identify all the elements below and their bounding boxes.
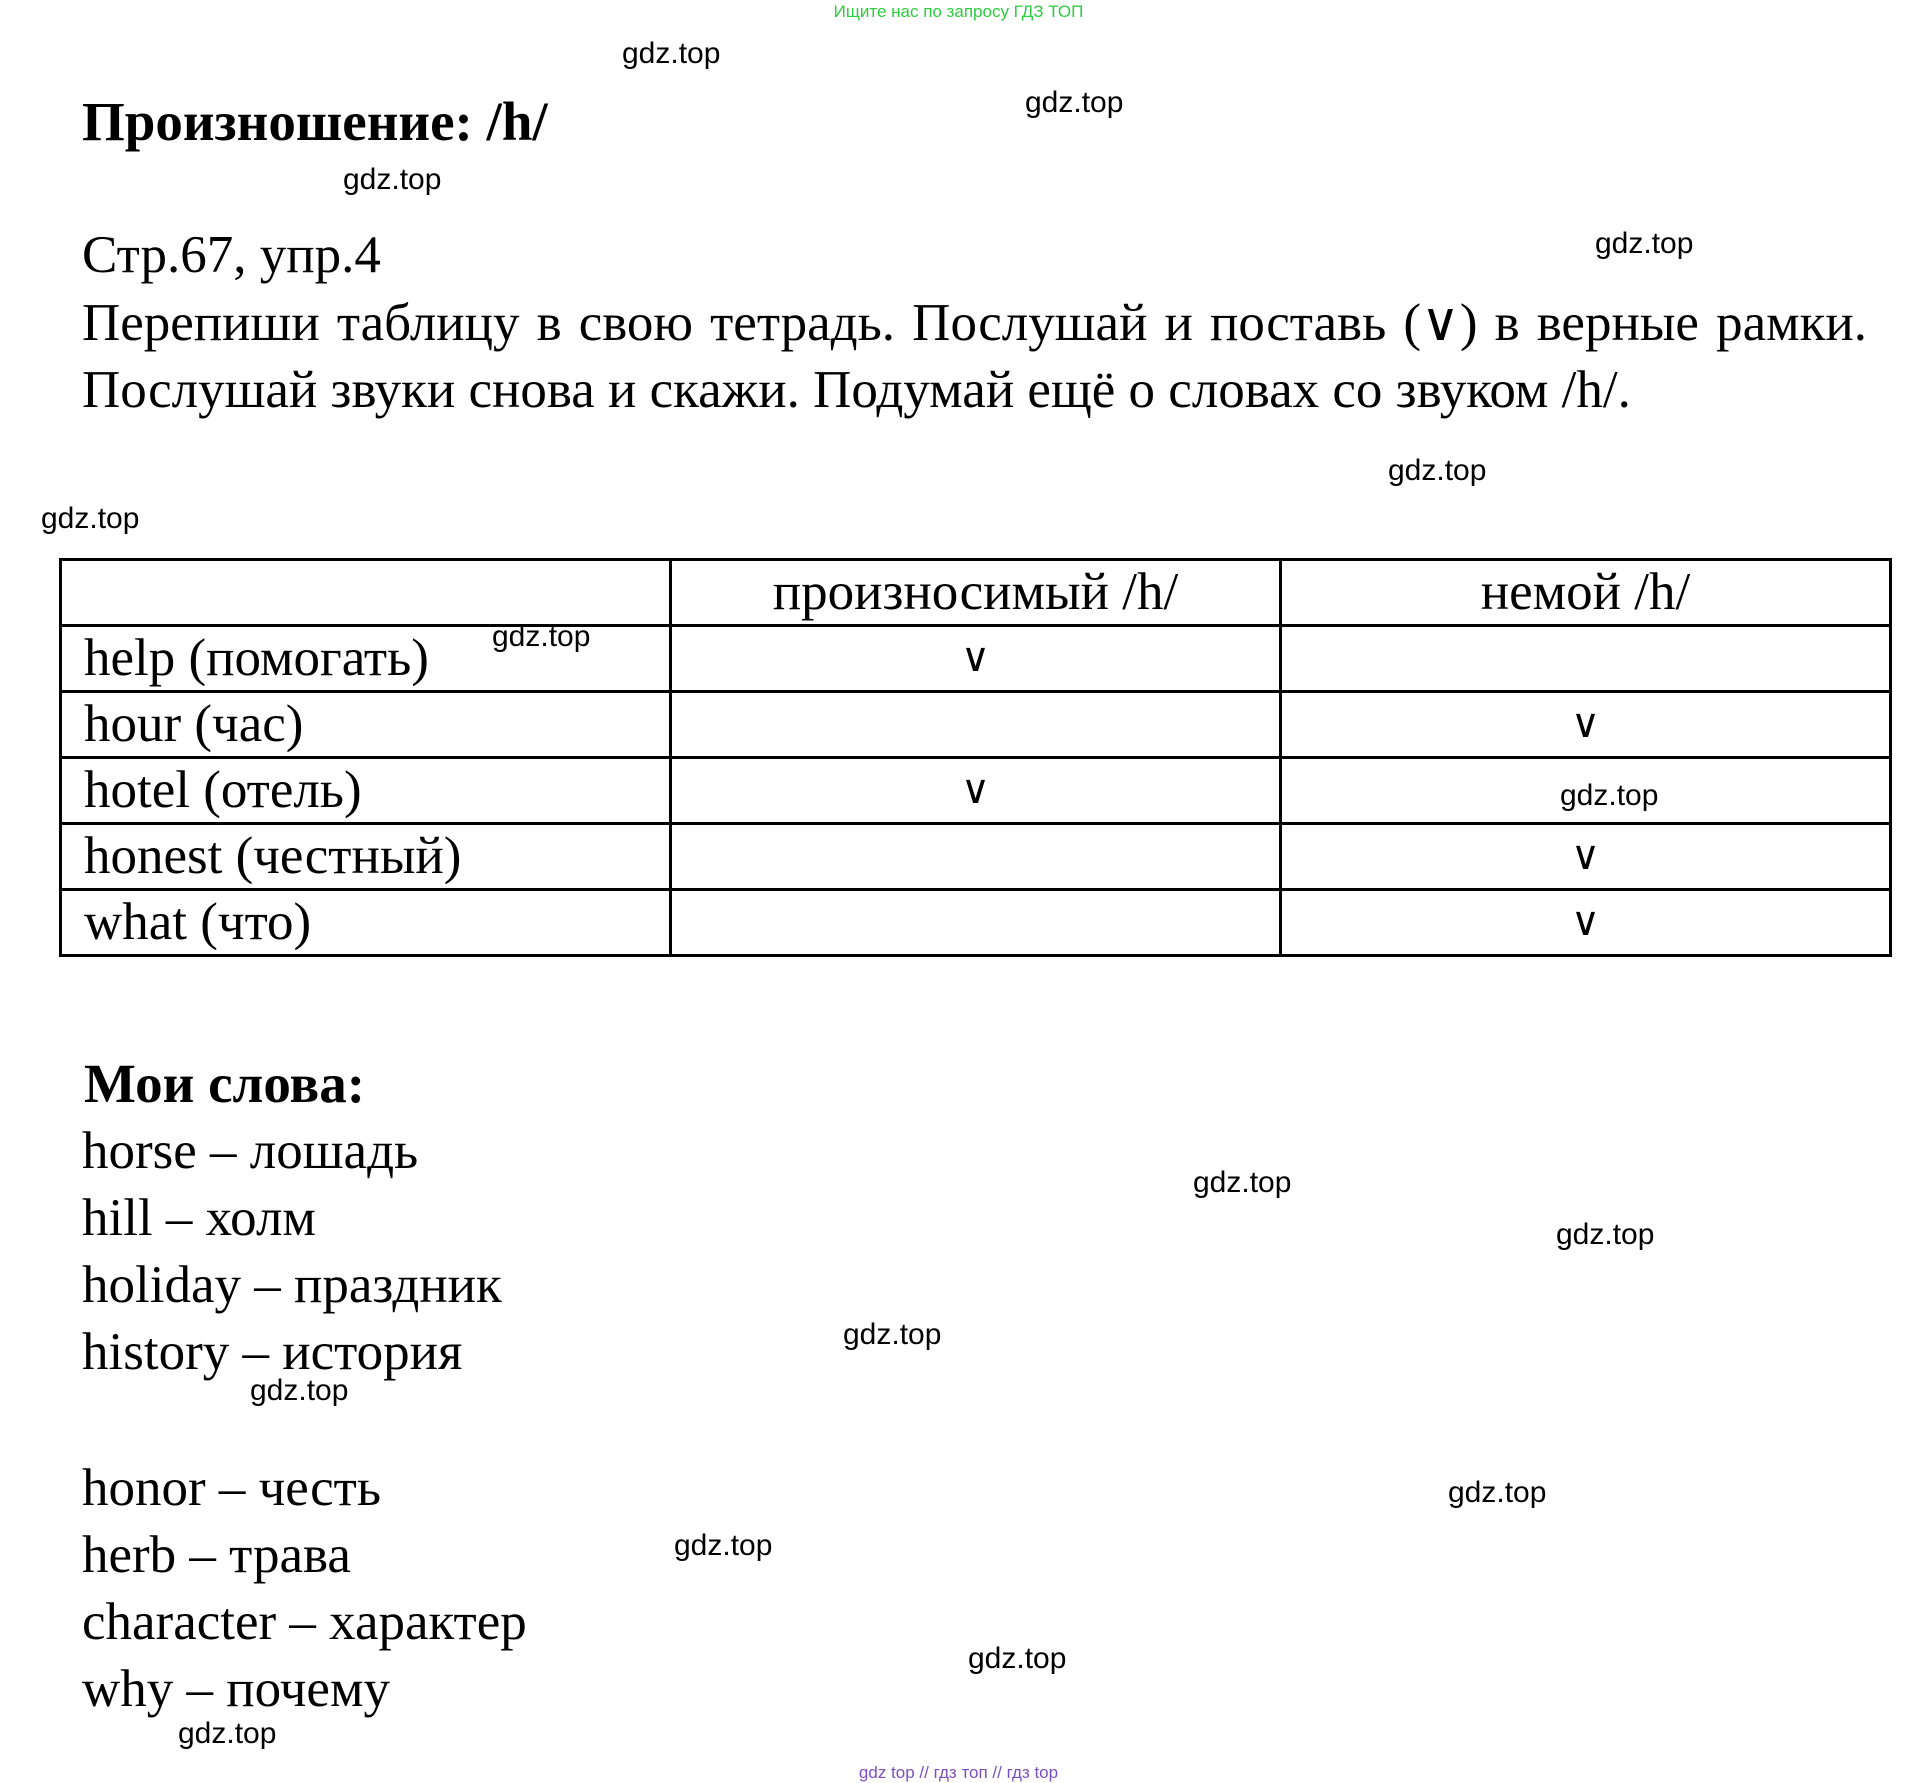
instruction-text: Перепиши таблицу в свою тетрадь. Послушай и поставь (∨) в верные рамки. Послушай звуки снова и скажи. Подумай ещё о словах со звуком /h/. — [82, 294, 1867, 419]
silent-cell: ∨ — [1281, 692, 1891, 758]
watermark: gdz.top — [343, 163, 442, 196]
silent-cell: ∨ — [1281, 824, 1891, 890]
list-item: holiday – праздник — [82, 1256, 502, 1314]
pronunciation-table — [59, 558, 1892, 957]
word-cell: honest (честный) — [61, 824, 671, 890]
list-item: honor – честь — [82, 1459, 382, 1517]
table-row — [61, 824, 1891, 890]
pronounced-cell — [671, 692, 1281, 758]
my-words-title: Мои слова: — [84, 1053, 366, 1114]
watermark: gdz.top — [1560, 779, 1659, 812]
pronounced-cell — [671, 890, 1281, 956]
table-header-row — [61, 560, 1891, 626]
page-title: Произношение: /h/ — [82, 91, 548, 152]
watermark: gdz.top — [1556, 1218, 1655, 1251]
bottom-banner: gdz top // гдз топ // гдз top — [858, 1763, 1059, 1782]
list-item: why – почему — [82, 1660, 390, 1718]
watermark: gdz.top — [1193, 1166, 1292, 1199]
watermark: gdz.top — [1025, 86, 1124, 119]
word-cell: help (помогать) — [61, 626, 671, 692]
word-cell: hour (час) — [61, 692, 671, 758]
table-row — [61, 890, 1891, 956]
watermark: gdz.top — [622, 37, 721, 70]
silent-cell — [1281, 626, 1891, 692]
word-cell: hotel (отель) — [61, 758, 671, 824]
watermark: gdz.top — [1595, 227, 1694, 260]
list-item: horse – лошадь — [82, 1122, 419, 1180]
list-item: history – история — [82, 1323, 463, 1381]
pronounced-cell — [671, 824, 1281, 890]
top-banner: Ищите нас по запросу ГДЗ ТОП — [833, 2, 1084, 21]
table-row — [61, 626, 1891, 692]
list-item: hill – холм — [82, 1189, 316, 1247]
pronounced-cell: ∨ — [671, 626, 1281, 692]
my-words-group-1 — [82, 1118, 502, 1386]
header-cell-empty — [61, 560, 671, 626]
watermark: gdz.top — [1388, 454, 1487, 487]
watermark: gdz.top — [968, 1642, 1067, 1675]
header-silent: немой /h/ — [1281, 560, 1891, 626]
watermark: gdz.top — [41, 502, 140, 535]
header-pronounced: произносимый /h/ — [671, 560, 1281, 626]
watermark: gdz.top — [674, 1529, 773, 1562]
table-row — [61, 692, 1891, 758]
my-words-group-2 — [82, 1455, 527, 1723]
watermark: gdz.top — [843, 1318, 942, 1351]
exercise-reference: Стр.67, упр.4 — [82, 226, 381, 284]
list-item: herb – трава — [82, 1526, 351, 1584]
watermark: gdz.top — [178, 1717, 277, 1750]
watermark: gdz.top — [1448, 1476, 1547, 1509]
pronounced-cell: ∨ — [671, 758, 1281, 824]
silent-cell: ∨ — [1281, 890, 1891, 956]
watermark: gdz.top — [250, 1374, 349, 1407]
list-item: character – характер — [82, 1593, 527, 1651]
word-cell: what (что) — [61, 890, 671, 956]
watermark: gdz.top — [492, 620, 591, 653]
